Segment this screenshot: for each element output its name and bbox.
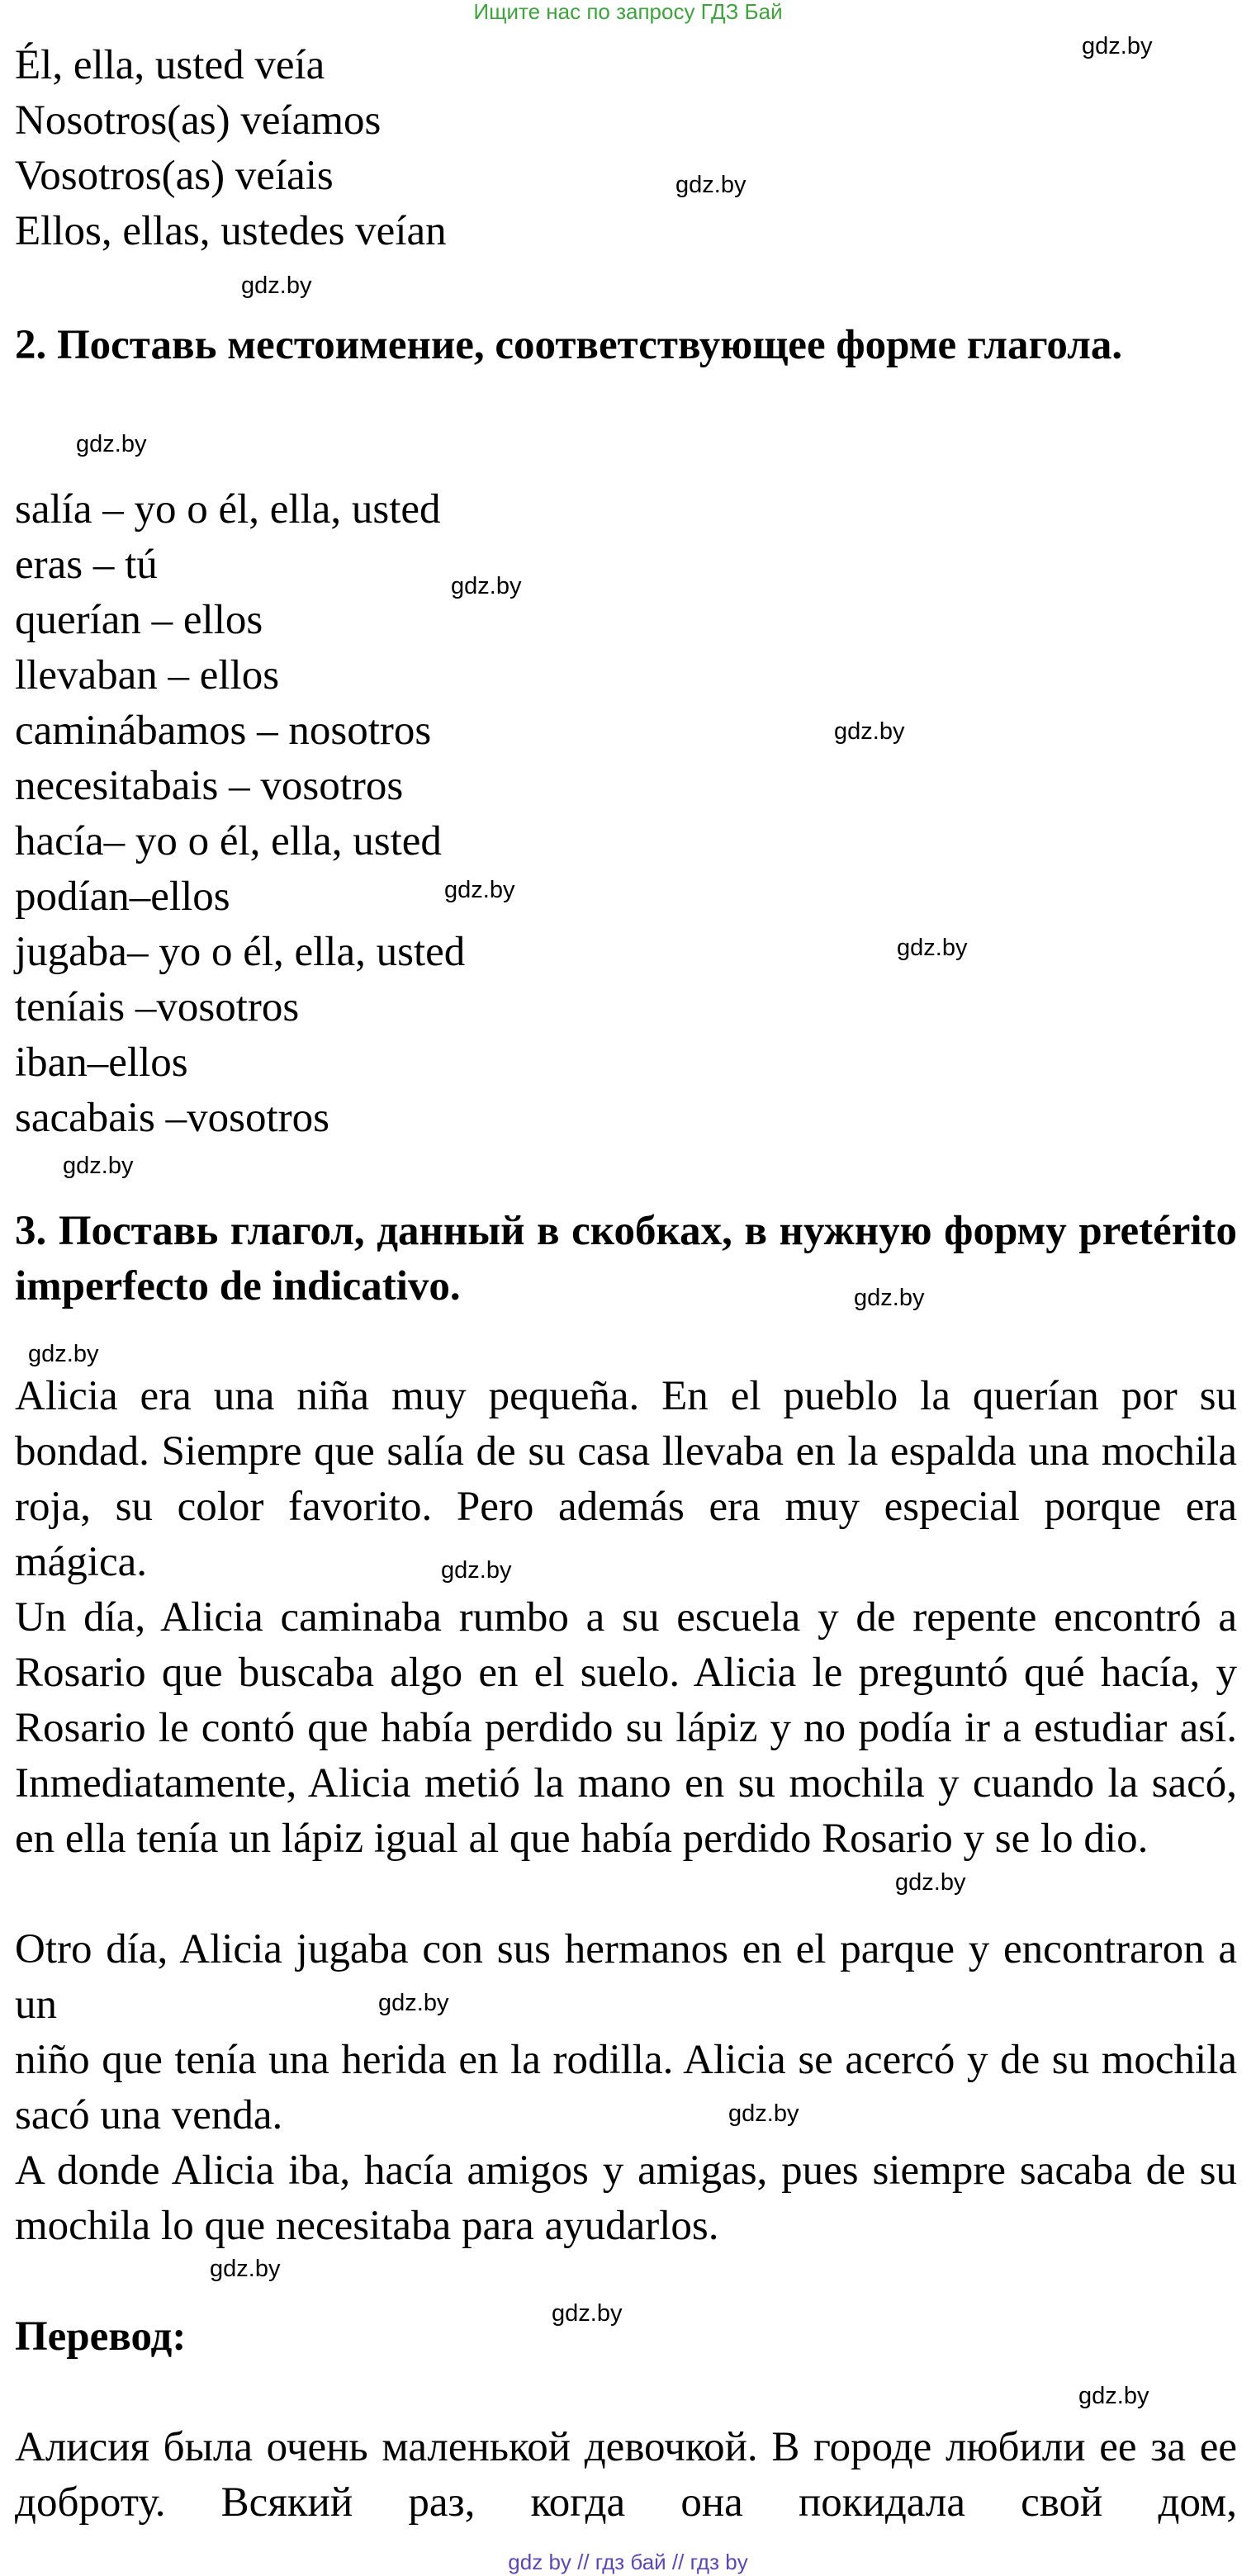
- conjugation-line: Él, ella, usted veía: [15, 42, 325, 88]
- watermark-label: gdz.by: [895, 1869, 966, 1896]
- watermark-label: gdz.by: [1082, 33, 1153, 59]
- task3-heading: 3. Поставь глагол, данный в скобках, в нужную форму pretérito imperfecto de indicativo.: [15, 1208, 1237, 1309]
- story-paragraph: Otro día, Alicia jugaba con sus hermanos en el parque y encontraron a un: [15, 1926, 1237, 2028]
- watermark-label: gdz.by: [451, 573, 522, 599]
- story-paragraph: Un día, Alicia caminaba rumbo a su escuela y de repente encontró a Rosario que buscaba algo en el suelo. Alicia le preguntó qué hacía, y Rosario le contó que había perdido su lápiz y no podía ir a estudiar así. Inmediatamente, Alicia metió la mano en su mochila y cuando la sacó, en ella tenía un lápiz igual al que había perdido Rosario y se lo dio.: [15, 1594, 1237, 1862]
- watermark-label: gdz.by: [76, 431, 147, 457]
- watermark-label: gdz.by: [28, 1341, 99, 1367]
- conjugation-line: Nosotros(as) veíamos: [15, 97, 382, 144]
- watermark-label: gdz.by: [241, 272, 312, 299]
- task2-item: iban–ellos: [15, 1039, 188, 1086]
- task2-item: teníais –vosotros: [15, 984, 300, 1030]
- conjugation-line: Vosotros(as) veíais: [15, 153, 334, 199]
- story-paragraph: Alicia era una niña muy pequeña. En el pueblo la querían por su bondad. Siempre que salía de su casa llevaba en la espalda una mochila roja, su color favorito. Pero además era muy especial porque era mágica.: [15, 1373, 1237, 1585]
- watermark-label: gdz.by: [552, 2300, 623, 2327]
- watermark-label: gdz.by: [378, 1990, 449, 2016]
- story-paragraph: A donde Alicia iba, hacía amigos y amigas, pues siempre sacaba de su mochila lo que necesitaba para ayudarlos.: [15, 2147, 1237, 2249]
- task2-item: caminábamos – nosotros: [15, 708, 432, 754]
- bottom-banner[interactable]: gdz by // гдз бай // гдз by: [508, 2550, 748, 2574]
- watermark-label: gdz.by: [441, 1557, 512, 1584]
- top-banner[interactable]: Ищите нас по запросу ГДЗ Бай: [473, 0, 783, 24]
- translation-title: Перевод:: [15, 2313, 187, 2360]
- watermark-label: gdz.by: [897, 935, 968, 961]
- watermark-label: gdz.by: [63, 1153, 134, 1179]
- task2-item: querían – ellos: [15, 597, 263, 643]
- watermark-label: gdz.by: [210, 2256, 281, 2282]
- story-paragraph: niño que tenía una herida en la rodilla. Alicia se acercó y de su mochila sacó una venda.: [15, 2037, 1237, 2138]
- watermark-label: gdz.by: [444, 877, 515, 903]
- watermark-label: gdz.by: [675, 172, 746, 198]
- watermark-label: gdz.by: [728, 2100, 799, 2127]
- task2-item: salía – yo o él, ella, usted: [15, 486, 441, 533]
- translation-text: Алисия была очень маленькой девочкой. В городе любили ее за ее доброту. Всякий раз, когда она покидала свой дом,: [15, 2424, 1237, 2526]
- task2-item: jugaba– yo o él, ella, usted: [15, 929, 466, 975]
- conjugation-line: Ellos, ellas, ustedes veían: [15, 208, 447, 254]
- watermark-label: gdz.by: [834, 718, 905, 745]
- watermark-label: gdz.by: [1078, 2383, 1149, 2409]
- watermark-label: gdz.by: [854, 1285, 925, 1311]
- task2-item: llevaban – ellos: [15, 652, 280, 698]
- task2-item: podían–ellos: [15, 874, 230, 920]
- task2-item: necesitabais – vosotros: [15, 763, 404, 809]
- task2-item: eras – tú: [15, 542, 158, 588]
- task2-heading: 2. Поставь местоимение, соответствующее форме глагола.: [15, 322, 1123, 368]
- task2-item: hacía– yo o él, ella, usted: [15, 818, 442, 864]
- task2-item: sacabais –vosotros: [15, 1095, 330, 1141]
